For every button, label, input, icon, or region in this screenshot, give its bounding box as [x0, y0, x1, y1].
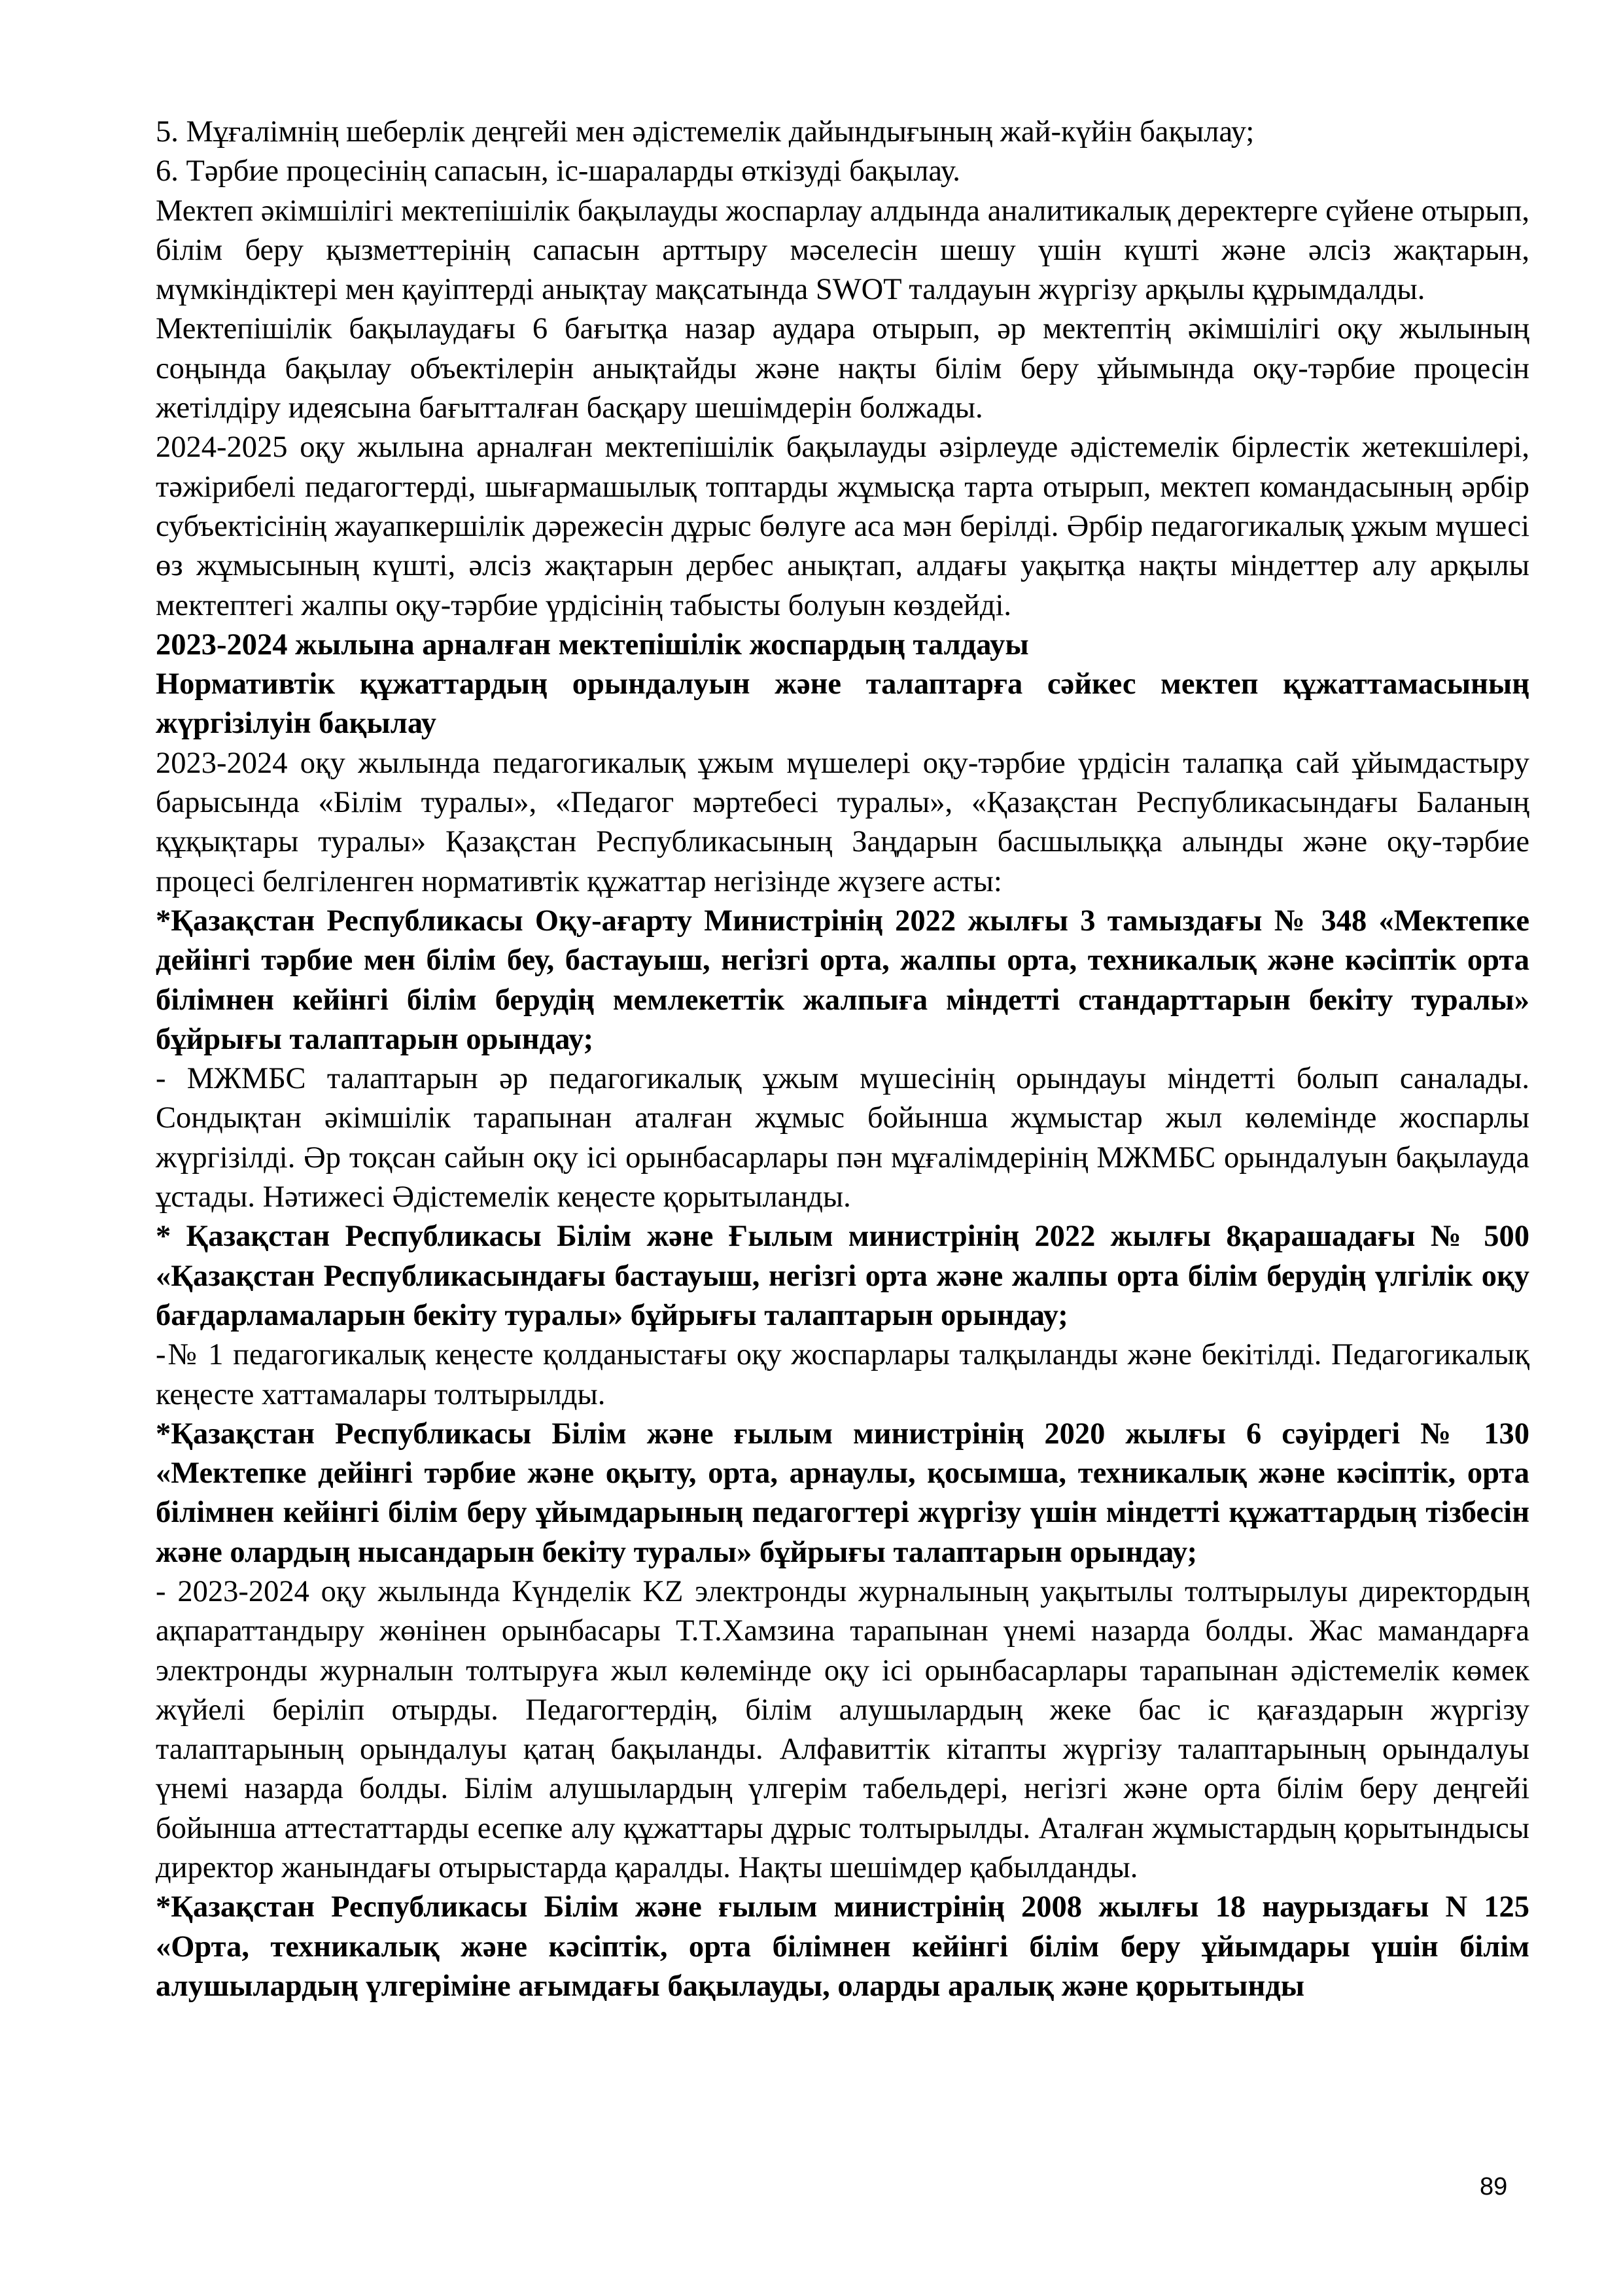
- paragraph-control-directions: Мектепішілік бақылаудағы 6 бағытқа назар аудара отырып, әр мектептің әкімшілігі оқу жылының соңында бақылау объектілерін анықтайды және нақты білім беру ұйымында оқу-тәрбие процесін жетілдіру идеясына бағытталған басқару шешімдерін болжады.: [156, 312, 1529, 425]
- paragraph-item-6: 6. Тәрбие процесінің сапасын, іс-шараларды өткізуді бақылау.: [156, 154, 960, 188]
- order-348-heading: *Қазақстан Республикасы Оқу-ағарту Министрінің 2022 жылғы 3 тамыздағы № 348 «Мектепке дейінгі тәрбие мен білім беу, бастауыш, негізгі орта, жалпы орта, техникалық және кәсіптік орта білімнен кейінгі білім берудің мемлекеттік жалпыға міндетті стандарттарын бекіту туралы» бұйрығы талаптарын орындау;: [156, 904, 1529, 1056]
- paragraph-swot-analysis: Мектеп әкімшілігі мектепішілік бақылауды жоспарлау алдында аналитикалық деректерге сүйене отырып, білім беру қызметтерінің сапасын арттыру мәселесін шешу үшін күшті және әлсіз жақтарын, мүмкіндіктері мен қауіптерді анықтау мақсатында SWOT талдауын жүргізу арқылы құрымдалды.: [156, 194, 1530, 307]
- paragraph-2024-2025-plan: 2024-2025 оқу жылына арналған мектепішілік бақылауды әзірлеуде әдістемелік бірлестік жетекшілері, тәжірибелі педагогтерді, шығармашылық топтарды жұмысқа тарта отырып, мектеп командасының әрбір субъектісінің жауапкершілік дәрежесін дұрыс бөлуге аса мән берілді. Әрбір педагогикалық ұжым мүшесі өз жұмысының күшті, әлсіз жақтарын дербес анықтап, алдағы уақытқа нақты міндеттер алу арқылы мектептегі жалпы оқу-тәрбие үрдісінің табысты болуын көздейді.: [156, 431, 1529, 622]
- paragraph-order-500: -№ 1 педагогикалық кеңесте қолданыстағы оқу жоспарлары талқыланды және бекітілді. Педагогикалық кеңесте хаттамалары толтырылды.: [156, 1338, 1529, 1411]
- paragraph-order-348: - МЖМБС талаптарын әр педагогикалық ұжым мүшесінің орындауы міндетті болып саналады. Сондықтан әкімшілік тарапынан аталған жұмыс бойынша жұмыстар жыл көлемінде жоспарлы жүргізілді. Әр тоқсан сайын оқу ісі орынбасарлары пән мұғалімдерінің МЖМБС орындалуын бақылауда ұстады. Нәтижесі Әдістемелік кеңесте қорытыланды.: [156, 1062, 1529, 1214]
- document-page: [156, 113, 1529, 2006]
- order-125-heading: *Қазақстан Республикасы Білім және ғылым министрінің 2008 жылғы 18 наурыздағы N 125 «Орта, техникалық және кәсіптік, орта білімнен кейінгі білім беру ұйымдары үшін білім алушылардың үлгеріміне ағымдағы бақылауды, оларды аралық және қорытынды: [156, 1890, 1529, 2003]
- paragraph-order-130: - 2023-2024 оқу жылында Күнделік KZ электронды журналының уақытылы толтырылуы директордың ақпараттандыру жөнінен орынбасары Т.Т.Хамзина тарапынан үнемі назарда болды. Жас мамандарға электронды журналын толтыруға жыл көлемінде оқу ісі орынбасарлары тарапынан әдістемелік көмек жүйелі беріліп отырды. Педагогтердің, білім алушылардың жеке бас іс қағаздарын жүргізу талаптарының орындалуы қатаң бақыланды. Алфавиттік кітапты жүргізу талаптарының орындалуы үнемі назарда болды. Білім алушылардың үлгерім табельдері, негізгі және орта білім беру деңгейі бойынша аттестаттарды есепке алу құжаттары дұрыс толтырылды. Аталған жұмыстардың қорытындысы директор жанындағы отырыстарда қаралды. Нақты шешімдер қабылданды.: [156, 1574, 1529, 1885]
- section-heading-normative-docs: Нормативтік құжаттардың орындалуын және талаптарға сәйкес мектеп құжаттамасының жүргізілуін бақылау: [156, 667, 1529, 741]
- order-130-heading: *Қазақстан Республикасы Білім және ғылым министрінің 2020 жылғы 6 сәуірдегі № 130 «Мектепке дейінгі тәрбие және оқыту, орта, арнаулы, қосымша, техникалық және кәсіптік, орта білімнен кейінгі білім беру ұйымдарының педагогтері жүргізу үшін міндетті құжаттардың тізбесін және олардың нысандарын бекіту туралы» бұйрығы талаптарын орындау;: [156, 1417, 1529, 1569]
- order-500-heading: * Қазақстан Республикасы Білім және Ғылым министрінің 2022 жылғы 8қарашадағы № 500 «Қазақстан Республикасындағы бастауыш, негізгі орта және жалпы орта білім берудің үлгілік оқу бағдарламаларын бекіту туралы» бұйрығы талаптарын орындау;: [156, 1220, 1529, 1332]
- section-heading-analysis: 2023-2024 жылына арналған мектепішілік жоспардың талдауы: [156, 627, 1029, 662]
- page-number: 89: [1480, 2173, 1508, 2200]
- paragraph-laws: 2023-2024 оқу жылында педагогикалық ұжым мүшелері оқу-тәрбие үрдісін талапқа сай ұйымдастыру барысында «Білім туралы», «Педагог мәртебесі туралы», «Қазақстан Республикасындағы Баланың құқықтары туралы» Қазақстан Республикасының Заңдарын басшылыққа алынды және оқу-тәрбие процесі белгіленген нормативтік құжаттар негізінде жүзеге асты:: [156, 746, 1529, 898]
- paragraph-item-5: 5. Мұғалімнің шеберлік деңгейі мен әдістемелік дайындығының жай-күйін бақылау;: [156, 115, 1255, 149]
